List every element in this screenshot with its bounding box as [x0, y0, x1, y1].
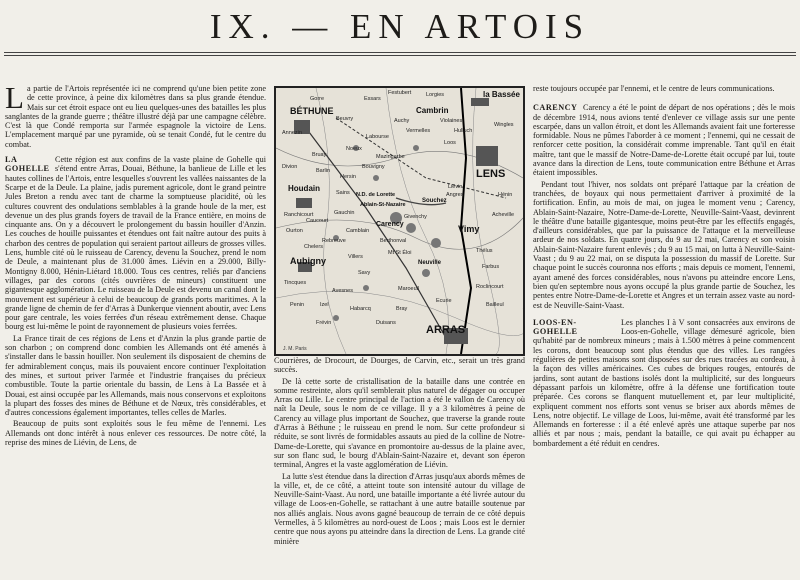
loos-paragraph: LOOS-EN-GOHELLE Les planches I à V sont consacrées aux environs de Loos-en-Gohelle, village démesuré agricole, bien qu'habité par de nombreux mineurs ; mais à 1.500 mètres à peine commencent les corons, dont beaucoup sont plus étendus que des villes. Les rangées régulières de petites maisons sont disposées sur des rues tracées au cordeau, à la façon des villes américaines. Ces cubes de briques rouges, entourés de jardins, sont autant de bastions isolés dont la multiplicité, sur des longueurs dépassant parfois un kilomètre, offre à la défense une fortification toute préparée. Ces corons se flanquent mutuellement et, par leur multiplicité, expliquent comment nos efforts sont venus se briser aux abords mêmes de Lens, notre objectif. Le village de Loos, lui-même, avait été transformé par les Allemands en forteresse : il a été enlevé après une attaque superbe par nos alliés et par nous ; mais, pendant la bataille, ce qui avait pu échapper au bombardement a été réduit en cendres.: [533, 317, 795, 448]
column-middle: [274, 356, 525, 578]
map-label-la-bassee: la Bassée: [483, 90, 520, 99]
map-place: Bouvigny: [362, 164, 385, 170]
map-place: Acheville: [492, 212, 515, 218]
map-place: Caucourt: [306, 218, 329, 224]
map-place: Ranchicourt: [284, 212, 314, 218]
map-place: Frévin: [316, 320, 332, 326]
map-place: Barlin: [316, 168, 331, 174]
intro-paragraph: La partie de l'Artois représentée ici ne comprend qu'une bien petite zone de cette province, à peine dix kilomètres dans sa plus grande étendue. Mais sur cet étroit espace ont eu lieu quelques-unes des batailles les plus sanglantes de la grande guerre ; théâtre illustré déjà par une campagne célèbre. C'est là que Condé remporta sur l'armée espagnole la victoire de Lens. L'emplacement marqué par une pyramide, où se tenait Condé, fut le centre du combat.: [5, 84, 266, 149]
carency-paragraph: CARENCY Carency a été le point de départ de nos opérations ; dès le mois de décembre 1914, nous avions tenté d'enlever ce village assis sur une pente escarpée, dans un vallon étroit, et dont les Allemands avaient fait une forteresse formidable. Nous ne pûmes l'aborder à ce moment ; l'ennemi, qui ne cessait de renforcer cette position, la considérait comme imprenable. Tant qu'il en était maître, tant que le massif de Notre-Dame-de-Lorette était occupé par lui, toute avance dans la direction de Lens, toute communication entre Béthune et Arras étaient impossibles.: [533, 103, 795, 178]
section-head-gohelle: LA GOHELLE: [5, 155, 50, 174]
map-place: Rebreuve: [322, 238, 346, 244]
paragraph: Pendant tout l'hiver, nos soldats ont préparé l'attaque par la création de tranchées, de boyaux qui nous permettaient d'arriver à proximité de la fortification. Enfin, au mois de mai, on jugea le moment venu ; Carency, Ablain-Saint-Nazaire, Notre-Dame-de-Lorette, Neuville-Saint-Vaast, devinrent le théâtre d'une bataille gigantesque, moins peut-être par les effectifs engagés, d'ailleurs considérables, que par la puissance de l'attaque et la merveilleuse ardeur de nos soldats. En quatre jours, du 9 au 12 mai, Carency et son voisin Ablain-Saint-Nazaire furent enlevés ; du 9 au 15 mai, on lutta à Neuville-Saint-Vaast ; du 9 au 22 mai, on se disputa la possession du massif de Lorette. Sur chaque point le succès couronna nos efforts ; mais depuis ce moment, l'ennemi, ayant amené des forces considérables, nous n'avons pu atteindre encore Lens, bien qu'en septembre nous ayons occupé la plus grande partie de Souchez, les pentes entre Notre-Dame-de-Lorette et Angres et un terrain assez vaste au nord-est de Neuville-Saint-Vaast.: [533, 179, 795, 310]
map-place: Loos: [444, 140, 456, 146]
paragraph: Courrières, de Drocourt, de Dourges, de Carvin, etc., serait un très grand succès.: [274, 356, 525, 375]
title-rule-thin: [4, 55, 796, 56]
map-place: Villers: [348, 254, 363, 260]
section-head-loos: LOOS-EN-GOHELLE: [533, 317, 578, 337]
map-place: Gorre: [310, 96, 325, 102]
map-label-souchez: Souchez: [422, 198, 447, 204]
map-place: Berthonval: [380, 238, 407, 244]
map-label-notre-dame: N.D. de Lorette: [356, 192, 396, 198]
map-label-ablain: Ablain-St-Nazaire: [360, 202, 406, 208]
map-place: Duisans: [376, 320, 396, 326]
map-place: Givenchy: [404, 214, 427, 220]
map-place: Labourse: [366, 134, 389, 140]
map-place: Noeux: [346, 146, 362, 152]
map-place: Chelers: [304, 244, 323, 250]
map-label-bethune: BÉTHUNE: [290, 106, 334, 116]
map-credit: J. M. Paris: [283, 346, 307, 352]
map-place: Ourton: [286, 228, 303, 234]
map-place: Sains: [336, 190, 350, 196]
map-place: Mt St Éloi: [388, 250, 412, 256]
map-place: Festubert: [388, 90, 412, 96]
map-label-carency: Carency: [376, 221, 404, 228]
drop-cap: L: [5, 84, 24, 115]
map-place: Bailleul: [486, 302, 504, 308]
map-place: Auchy: [394, 118, 410, 124]
map-place: Violaines: [440, 118, 463, 124]
map-place: Farbus: [482, 264, 500, 270]
map-place: Izel: [320, 302, 329, 308]
map-label-cambrin: Cambrin: [416, 106, 449, 115]
map-place: Bruay: [312, 152, 327, 158]
map-place: Bray: [396, 306, 408, 312]
map-place: Roclincourt: [476, 284, 504, 290]
map-place: Lorgies: [426, 92, 445, 98]
map-place: Savy: [358, 270, 371, 276]
map-place: Camblain: [346, 228, 370, 234]
column-left: [5, 84, 266, 578]
map-place: Penin: [290, 302, 305, 308]
column-right: [533, 84, 795, 578]
map-place: Mazingarbe: [376, 154, 405, 160]
paragraph: Beaucoup de puits sont exploités sous le feu même de l'ennemi. Les Allemands ont donc intérêt à nous enlever ces ressources. De notre côté, la reprise des mines de Liévin, de Lens, de: [5, 419, 266, 447]
map-place: Hénin: [498, 192, 513, 198]
map-place: Ecurie: [436, 298, 452, 304]
map-label-houdain: Houdain: [288, 184, 320, 193]
map-place: Hulluch: [454, 128, 473, 134]
paragraph: De là cette sorte de cristallisation de la bataille dans une contrée en somme restreinte, alors qu'il semblerait plus naturel de dégager ou occuper Arras ou Lille. Le centre principal de l'action a été le vallon de Carency où naît la Deule, sous le nom de ce village. Il y a 3 kilomètres à peine de Carency au village plus important de Souchez, que traverse la grande route d'Arras à Béthune ; le ruisseau en prend le nom. Sur cette profondeur si réduite, se sont livrés de formidables assauts au pied de la colline de Notre-Dame-de-Lorette, qui s'avance en promontoire au-dessus de la plaine avec, sur son flanc sud, le bourg d'Ablain-Saint-Nazaire et, devant son éperon terminal, Angres et la vaste agglomération de Liévin.: [274, 376, 525, 470]
map-place: Vermelles: [406, 128, 431, 134]
map-label-vimy: Vimy: [458, 224, 480, 234]
map-place: Avesnes: [332, 288, 353, 294]
gohelle-paragraph: LA GOHELLE Cette région est aux confins de la vaste plaine de Gohelle qui s'étend entre Arras, Douai, Béthune, la banlieue de Lille et les hautes collines de l'Artois, entre lesquelles s'ouvrent les vallées naissantes de la Scarpe et de la Deule. La plaine, jadis purement agricole, dont le grand peintre Jules Breton a rendu avec tant de charme la somptueuse placidité, où les cultures couvrent des ondulations semblables à la grande houle de la mer, est devenue un des plus grands foyers de travail de la France entière, en moins de cinquante ans. On y a découvert le prolongement du bassin houiller d'Anzin. Les couches de houille puissantes et étendues ont fait naître autour des puits à charbon des centres de population qui seraient partout ailleurs de grosses villes. Lens, humble cité où le ruisseau de Carency, devenu la Souchez, prend le nom de Deule, a maintenant plus de 31.000 âmes. Liévin en a 29.000, Billy-Montigny 8.000, Hénin-Liétard 18.000. Tous ces centres, reliés par d'anciens villages, par des corons (cités ouvrières de mineurs) constituent une gigantesque agglomération. Le ruisseau de la Deule est devenu un canal dont le mouvement est supérieur à celui de beaucoup de grands ports maritimes. A la grande ligne de chemin de fer d'Arras à Dunkerque viennent aboutir, avec Lens pour gare centrale, les voies ferrées d'un réseau extrêmement dense. Chaque bourg est lui-même le point de rayonnement de plusieurs voies ferrées.: [5, 155, 266, 332]
map-place: Habarcq: [350, 306, 371, 312]
map-place: Thélus: [476, 248, 493, 254]
map-place: Divion: [282, 164, 298, 170]
map-label-lens: LENS: [476, 168, 506, 180]
map-place: Essars: [364, 96, 381, 102]
title-rule: [4, 52, 796, 53]
map-place: Gauchin: [334, 210, 355, 216]
map-label-aubigny: Aubigny: [290, 256, 326, 266]
map-place: Angres: [446, 192, 464, 198]
map-artois: [274, 86, 525, 356]
map-place: Tincques: [284, 280, 307, 286]
map-place: Liévin: [448, 184, 463, 190]
map-place: Maroeuil: [398, 286, 420, 292]
map-label-arras: ARRAS: [426, 324, 466, 336]
section-head-carency: CARENCY: [533, 103, 578, 113]
paragraph: reste toujours occupée par l'ennemi, et le centre de leurs communications.: [533, 84, 775, 93]
map-place: Annezin: [282, 130, 302, 136]
paragraph: La France tirait de ces régions de Lens et d'Anzin la plus grande partie de son charbon ; on comprend donc combien les Allemands ont été amenés à s'installer dans le bassin houiller. Non seulement ils disposaient de chemins de fer admirablement conçus, mais ils pouvaient encore continuer l'exploitation des mines, et surtout priver l'armée et l'industrie françaises du précieux combustible. Toute la partie orientale du bassin, de Lens à La Bassée et à Douai, est ainsi occupée par les Allemands, mais nous conservons et exploitons la plupart des fosses des mines de Béthune et de Nœux, très considérables, et d'autres concessions également importantes, telles celles de Marles.: [5, 333, 266, 418]
map-place: Hersin: [340, 174, 356, 180]
page-title: IX. — EN ARTOIS: [209, 7, 591, 46]
map-label-neuville: Neuville: [418, 260, 442, 266]
map-place: Beuvry: [336, 116, 354, 122]
map-place: Wingles: [494, 122, 514, 128]
paragraph: La lutte s'est étendue dans la direction d'Arras jusqu'aux abords mêmes de la ville, et, de ce côté, a atteint toute son intensité autour du village de Neuville-Saint-Vaast. Au nord, une bataille importante a été livrée autour du village de Loos-en-Gohelle, se rattachant à une autre bataille soutenue par nos alliés anglais. Nous avons gagné beaucoup de terrain de ce côté depuis Vermelles, à 5 kilomètres au nord-ouest de Loos ; mais Loos est le dernier centre que nous ayons pu atteindre dans la direction de Lens. La grande cité minière: [274, 471, 525, 546]
